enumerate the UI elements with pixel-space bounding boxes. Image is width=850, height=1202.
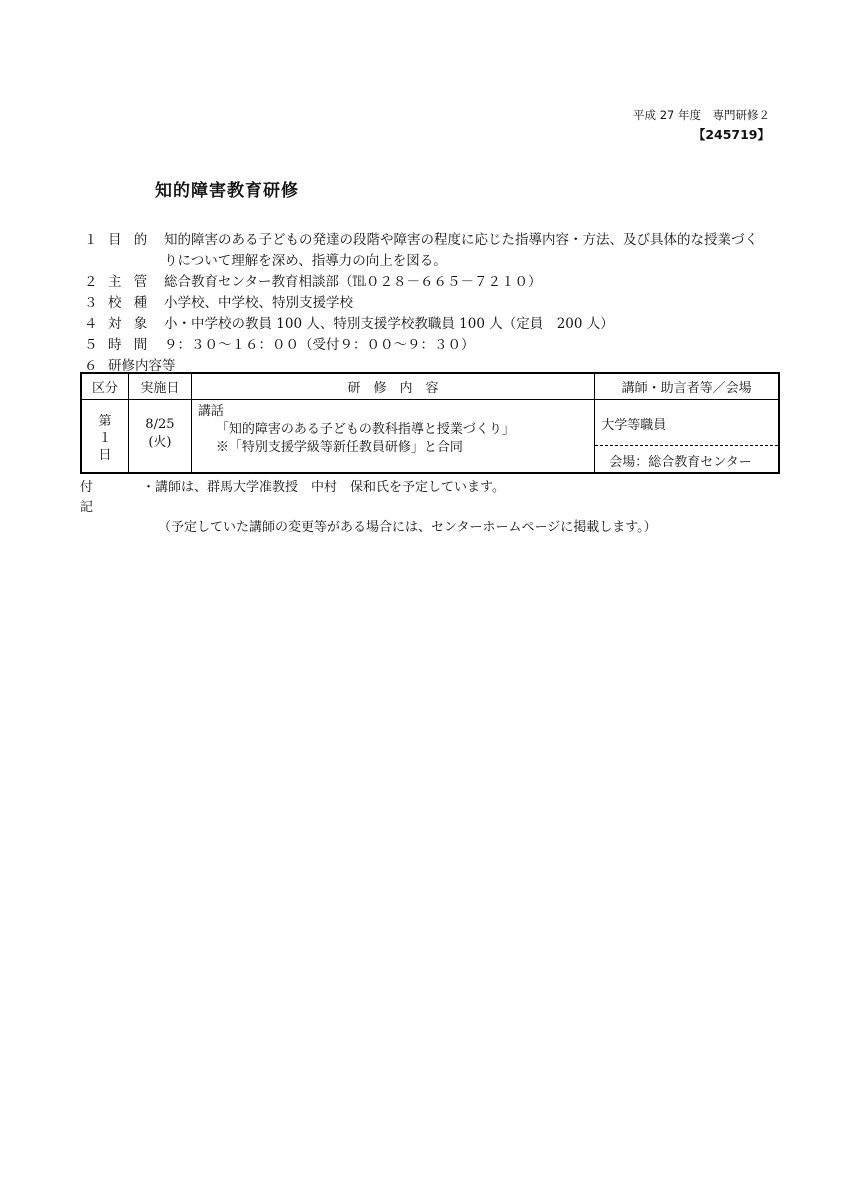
item-label: 時 間 bbox=[108, 337, 152, 353]
list-item bbox=[84, 293, 784, 314]
item-label: 主 管 bbox=[108, 274, 152, 290]
item-number: ４ bbox=[84, 316, 98, 332]
session-date-cell bbox=[128, 400, 191, 474]
list-item bbox=[84, 230, 784, 272]
content-lecture-title: 「知的障害のある子どもの教科指導と授業づくり」 bbox=[215, 422, 515, 437]
page-title: 知的障害教育研修 bbox=[155, 181, 299, 201]
item-text bbox=[164, 230, 784, 272]
division-char: 日 bbox=[98, 447, 112, 463]
schedule-table bbox=[80, 372, 780, 474]
session-date: 8/25 bbox=[145, 417, 175, 432]
course-code: 【245719】 bbox=[692, 127, 770, 142]
list-item bbox=[84, 314, 784, 335]
venue: 会場：総合教育センター bbox=[609, 455, 752, 470]
notes-line: ・講師は、群馬大学准教授 中村 保和氏を予定しています。 bbox=[142, 480, 505, 495]
column-header: 研 修 内 容 bbox=[191, 373, 594, 400]
item-label: 対 象 bbox=[108, 316, 152, 332]
item-text: ９：３０～１６：００（受付９：００～９：３０） bbox=[164, 337, 475, 353]
item-list bbox=[84, 230, 784, 377]
list-item bbox=[84, 335, 784, 356]
session-lecturer-cell bbox=[595, 400, 779, 474]
lecturer-name: 大学等職員 bbox=[595, 400, 778, 446]
content-note: ※「特別支援学級等新任教員研修」と合同 bbox=[215, 440, 463, 455]
item-text-line: 知的障害のある子どもの発達の段階や障害の程度に応じた指導内容・方法、及び具体的な授業づく bbox=[164, 232, 758, 248]
list-item bbox=[84, 272, 784, 293]
item-number: １ bbox=[84, 232, 98, 248]
column-header: 実施日 bbox=[128, 373, 191, 400]
notes-label: 付 記 bbox=[80, 480, 106, 515]
document-header bbox=[633, 106, 770, 146]
notes-line: （予定していた講師の変更等がある場合には、センターホームページに掲載します。） bbox=[158, 520, 657, 535]
item-text-line: りについて理解を深め、指導力の向上を図る。 bbox=[164, 253, 447, 269]
division-char: １ bbox=[98, 430, 112, 446]
item-number: ６ bbox=[84, 358, 98, 374]
session-weekday: (火) bbox=[148, 435, 172, 450]
item-label: 研修内容等 bbox=[108, 358, 176, 374]
notes-row bbox=[80, 478, 657, 518]
notes-section bbox=[80, 478, 657, 538]
item-number: ５ bbox=[84, 337, 98, 353]
table-header-row bbox=[81, 373, 779, 400]
item-text: 小・中学校の教員 100 人、特別支援学校教職員 100 人（定員 200 人） bbox=[164, 316, 614, 332]
item-label: 校 種 bbox=[108, 295, 152, 311]
session-division-cell bbox=[81, 400, 128, 474]
item-text: 小学校、中学校、特別支援学校 bbox=[164, 295, 353, 311]
item-label: 目 的 bbox=[108, 232, 152, 248]
session-content-cell bbox=[191, 400, 594, 474]
fiscal-year-label: 平成 27 年度 専門研修２ bbox=[633, 108, 770, 122]
column-header: 講師・助言者等／会場 bbox=[595, 373, 779, 400]
column-header: 区分 bbox=[81, 373, 128, 400]
item-number: ２ bbox=[84, 274, 98, 290]
division-char: 第 bbox=[98, 413, 112, 429]
item-text: 総合教育センター教育相談部（℡０２８－６６５－７２１０） bbox=[164, 274, 542, 290]
table-row bbox=[81, 400, 779, 474]
item-number: ３ bbox=[84, 295, 98, 311]
content-title: 講話 bbox=[197, 404, 224, 419]
